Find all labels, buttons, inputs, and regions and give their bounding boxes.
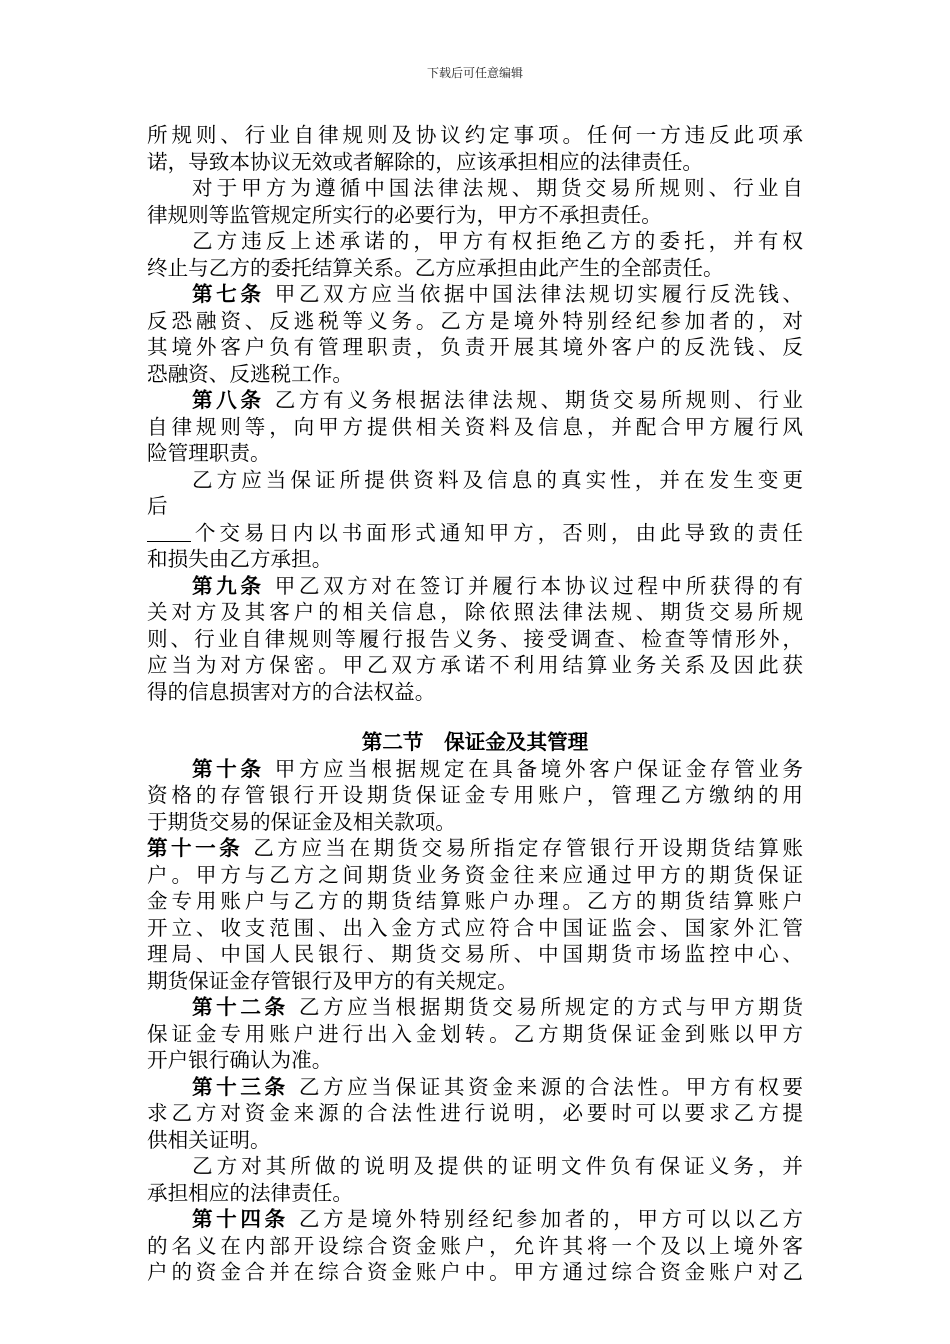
article-label: 第十一条 bbox=[147, 836, 244, 860]
article-14 bbox=[147, 1206, 803, 1286]
paragraph bbox=[147, 228, 803, 281]
text-line: 反恐融资、反逃税等义务。乙方是境外特别经纪参加者的，对 bbox=[147, 308, 803, 333]
paragraph bbox=[147, 122, 803, 175]
article-label: 第十条 bbox=[192, 756, 265, 781]
article-13 bbox=[147, 1074, 803, 1154]
text-line: 和损失由乙方承担。 bbox=[147, 547, 333, 571]
text-line: 供相关证明。 bbox=[147, 1127, 271, 1152]
fill-in-blank bbox=[147, 521, 191, 542]
article-label: 第十四条 bbox=[192, 1207, 289, 1231]
text-line: 其境外客户负有管理职责，负责开展其境外客户的反洗钱、反 bbox=[147, 335, 803, 359]
text-line: 求乙方对资金来源的合法性进行说明，必要时可以要求乙方提 bbox=[147, 1101, 803, 1125]
article-11 bbox=[147, 835, 803, 994]
paragraph bbox=[147, 467, 803, 573]
paragraph bbox=[147, 175, 803, 228]
article-9 bbox=[147, 573, 803, 706]
text-line: 关对方及其客户的相关信息，除依照法律法规、期货交易所规 bbox=[147, 600, 803, 624]
page-header: 下载后可任意编辑 bbox=[426, 66, 523, 80]
text-line: 期货保证金存管银行及甲方的有关规定。 bbox=[147, 968, 518, 993]
text-line: 资格的存管银行开设期货保证金专用账户，管理乙方缴纳的用 bbox=[147, 783, 803, 807]
text-line: 第九条 甲乙双方对在签订并履行本协议过程中所获得的有 bbox=[192, 573, 804, 598]
text-line: 律规则等监管规定所实行的必要行为，甲方不承担责任。 bbox=[147, 202, 662, 227]
article-label: 第十三条 bbox=[192, 1074, 289, 1099]
text-line: 应当为对方保密。甲乙双方承诺不利用结算业务关系及因此获 bbox=[147, 653, 803, 677]
document-body bbox=[147, 122, 803, 1286]
spacer bbox=[147, 705, 803, 729]
text-line: 开立、收支范围、出入金方式应符合中国证监会、国家外汇管 bbox=[147, 915, 803, 940]
text-line: 乙方对其所做的说明及提供的证明文件负有保证义务，并 bbox=[192, 1154, 803, 1178]
article-12 bbox=[147, 994, 803, 1074]
text-line: 后 bbox=[147, 494, 168, 518]
text-line: 户的资金合并在综合资金账户中。甲方通过综合资金账户对乙 bbox=[147, 1260, 803, 1284]
text-line: 户。甲方与乙方之间期货业务资金往来应通过甲方的期货保证 bbox=[147, 862, 803, 887]
text-line: 第八条 乙方有义务根据法律法规、期货交易所规则、行业 bbox=[192, 388, 804, 412]
text-line: 险管理职责。 bbox=[147, 441, 271, 465]
text-line: 第七条 甲乙双方应当依据中国法律法规切实履行反洗钱、 bbox=[192, 282, 804, 306]
section-title: 第二节 保证金及其管理 bbox=[361, 730, 589, 754]
article-8 bbox=[147, 387, 803, 467]
article-7 bbox=[147, 281, 803, 387]
text-line: 于期货交易的保证金及相关款项。 bbox=[147, 809, 456, 834]
text-line: 所规则、行业自律规则及协议约定事项。任何一方违反此项承 bbox=[147, 123, 803, 147]
text-line: 保证金专用账户进行出入金划转。乙方期货保证金到账以甲方 bbox=[147, 1021, 803, 1046]
paragraph bbox=[147, 1153, 803, 1206]
text-line: 第十条 甲方应当根据规定在具备境外客户保证金存管业务 bbox=[192, 756, 804, 781]
text-line: 第十二条 乙方应当根据期货交易所规定的方式与甲方期货 bbox=[192, 995, 804, 1019]
text-line: 乙方应当保证所提供资料及信息的真实性，并在发生变更 bbox=[192, 467, 803, 492]
text-line: 的名义在内部开设综合资金账户，允许其将一个及以上境外客 bbox=[147, 1233, 803, 1258]
text-line: 理局、中国人民银行、期货交易所、中国期货市场监控中心、 bbox=[147, 942, 803, 966]
text-line: 第十四条 乙方是境外特别经纪参加者的，甲方可以以乙方 bbox=[192, 1207, 804, 1231]
article-label: 第十二条 bbox=[192, 995, 289, 1019]
article-10 bbox=[147, 756, 803, 836]
text-line: 承担相应的法律责任。 bbox=[147, 1180, 353, 1205]
text-line: 第十一条 乙方应当在期货交易所指定存管银行开设期货结算账 bbox=[147, 836, 804, 860]
text-line: 则、行业自律规则等履行报告义务、接受调查、检查等情形外， bbox=[147, 626, 803, 651]
text-line: 终止与乙方的委托结算关系。乙方应承担由此产生的全部责任。 bbox=[147, 255, 724, 280]
text-line: 对于甲方为遵循中国法律法规、期货交易所规则、行业自 bbox=[192, 176, 803, 200]
text-line: 恐融资、反逃税工作。 bbox=[147, 361, 353, 386]
article-label: 第七条 bbox=[192, 282, 265, 306]
text-line: 个交易日内以书面形式通知甲方，否则，由此导致的责任 bbox=[147, 520, 803, 547]
text-line: 自律规则等，向甲方提供相关资料及信息，并配合甲方履行风 bbox=[147, 414, 803, 439]
text-line: 第十三条 乙方应当保证其资金来源的合法性。甲方有权要 bbox=[192, 1074, 804, 1099]
text-line: 诺，导致本协议无效或者解除的，应该承担相应的法律责任。 bbox=[147, 149, 704, 174]
text-line: 开户银行确认为准。 bbox=[147, 1048, 333, 1072]
text-line: 乙方违反上述承诺的，甲方有权拒绝乙方的委托，并有权 bbox=[192, 229, 803, 253]
text-line: 得的信息损害对方的合法权益。 bbox=[147, 679, 436, 704]
article-label: 第九条 bbox=[192, 573, 265, 598]
text-line: 金专用账户与乙方的期货结算账户办理。乙方的期货结算账户 bbox=[147, 889, 803, 913]
article-label: 第八条 bbox=[192, 388, 265, 412]
